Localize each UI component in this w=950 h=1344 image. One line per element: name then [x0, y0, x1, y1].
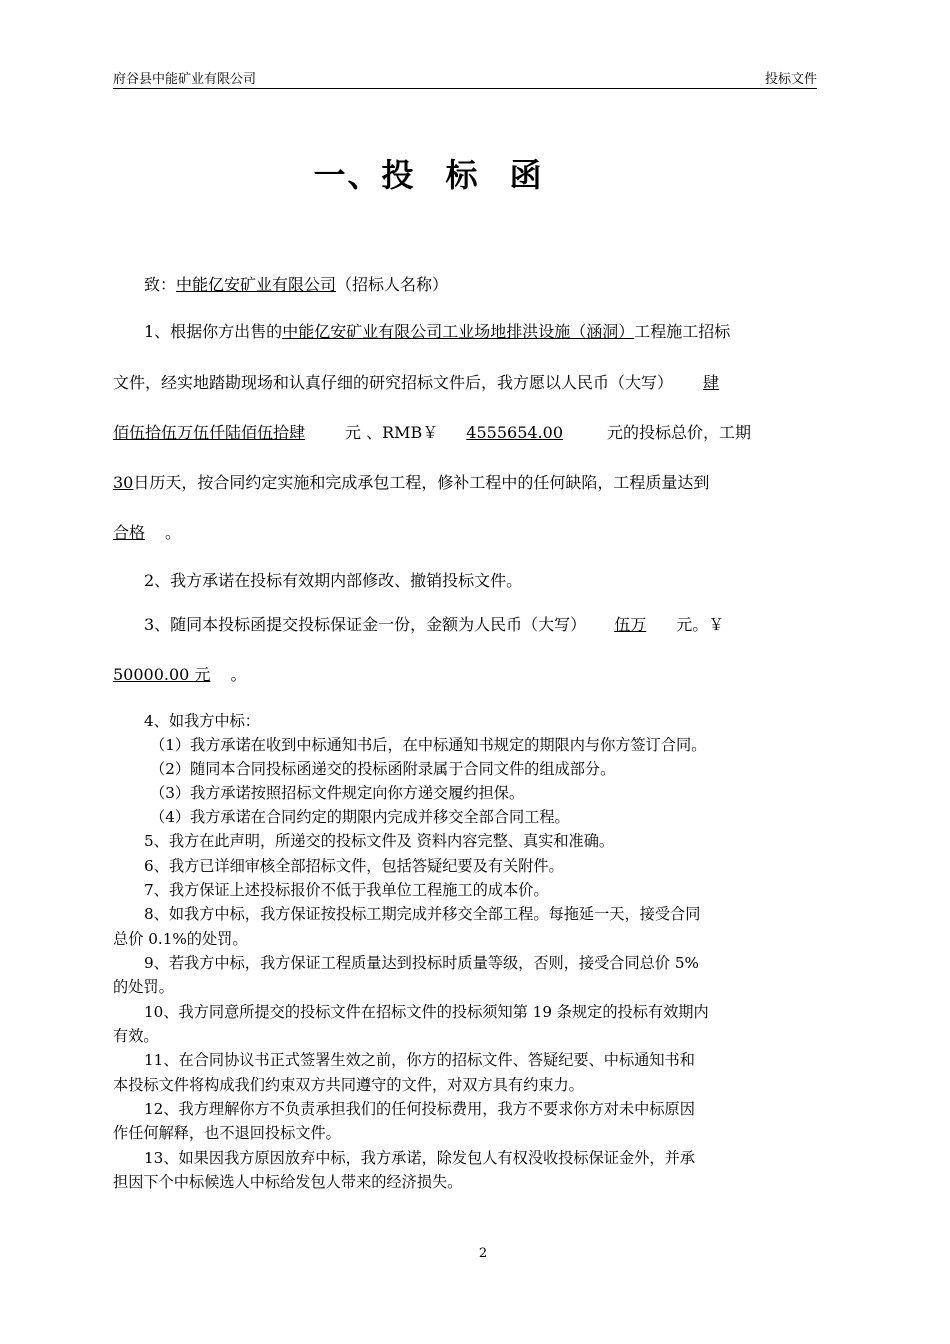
item-9-line2: 的处罚。	[113, 978, 174, 996]
item-4: 4、如我方中标：	[144, 712, 260, 730]
amount-cn-part1: 肆	[703, 373, 720, 392]
p1-line4: 30日历天，按合同约定实施和完成承包工程，修补工程中的任何缺陷，工程质量达到	[113, 473, 710, 492]
item-12-line2: 作任何解释，也不退回投标文件。	[113, 1124, 341, 1142]
header-company: 府谷县中能矿业有限公司	[113, 72, 257, 87]
p1-line2: 文件，经实地踏勘现场和认真仔细的研究招标文件后，我方愿以人民币（大写） 肆	[113, 373, 720, 392]
title-part2: 标	[445, 156, 480, 194]
p3-line2: 50000.00 元 。	[113, 665, 247, 684]
item-4-1: （1）我方承诺在收到中标通知书后，在中标通知书规定的期限内与你方签订合同。	[150, 736, 707, 754]
item-12-line1: 12、我方理解你方不负责承担我们的任何投标费用，我方不要求你方对未中标原因	[144, 1100, 695, 1118]
amount-cn-part2: 佰伍拾伍万伍仟陆佰伍拾肆	[113, 423, 306, 442]
item-4-2: （2）随同本合同投标函递交的投标函附录属于合同文件的组成部分。	[150, 760, 616, 778]
item-9-line1: 9、若我方中标，我方保证工程质量达到投标时质量等级，否则，接受合同总价 5%	[144, 954, 699, 972]
to-line	[144, 272, 448, 295]
item-8-line2: 总价 0.1%的处罚。	[113, 930, 248, 948]
project-name: 中能亿安矿业有限公司工业场地排洪设施（涵洞）	[282, 322, 635, 341]
p1-line1: 1、根据你方出售的中能亿安矿业有限公司工业场地排洪设施（涵洞）工程施工招标	[144, 322, 731, 341]
item-8-line1: 8、如我方中标，我方保证按投标工期完成并移交全部工程。每拖延一天，接受合同	[144, 905, 701, 923]
item-10-line1: 10、我方同意所提交的投标文件在招标文件的投标须知第 19 条规定的投标有效期内	[144, 1003, 709, 1021]
page-number: 2	[478, 1246, 488, 1261]
title-part3: 函	[509, 156, 544, 194]
header-doc-type: 投标文件	[764, 72, 817, 87]
page-header	[113, 66, 817, 89]
title-part1: 一、投	[313, 156, 416, 194]
duration-days: 30	[113, 473, 134, 492]
item-13-line1: 13、如果因我方原因放弃中标，我方承诺，除发包人有权没收投标保证金外，并承	[144, 1149, 695, 1167]
item-5: 5、我方在此声明，所递交的投标文件及 资料内容完整、真实和准确。	[144, 832, 615, 850]
item-11-line1: 11、在合同协议书正式签署生效之前，你方的招标文件、答疑纪要、中标通知书和	[144, 1051, 695, 1069]
item-13-line2: 担因下个中标候选人中标给发包人带来的经济损失。	[113, 1173, 463, 1191]
to-label: 致：	[144, 275, 177, 294]
p3-line1: 3、随同本投标函提交投标保证金一份，金额为人民币（大写） 伍万 元。￥	[144, 615, 725, 634]
item-10-line2: 有效。	[113, 1027, 159, 1045]
item-4-4: （4）我方承诺在合同约定的期限内完成并移交全部合同工程。	[150, 808, 570, 826]
p2-line: 2、我方承诺在投标有效期内部修改、撤销投标文件。	[144, 571, 523, 590]
recipient-name: 中能亿安矿业有限公司	[176, 275, 337, 294]
item-11-line2: 本投标文件将构成我们约束双方共同遵守的文件，对双方具有约束力。	[113, 1076, 584, 1094]
item-6: 6、我方已详细审核全部招标文件，包括答疑纪要及有关附件。	[144, 857, 564, 875]
item-4-3: （3）我方承诺按照招标文件规定向你方递交履约担保。	[150, 784, 525, 802]
quality-level: 合格	[113, 523, 146, 542]
item-7: 7、我方保证上述投标报价不低于我单位工程施工的成本价。	[144, 881, 549, 899]
guarantee-amount-cn: 伍万	[614, 615, 647, 634]
amount-number: 4555654.00	[466, 423, 563, 442]
guarantee-amount-number: 50000.00 元	[113, 665, 211, 684]
page-title	[0, 150, 857, 196]
recipient-note: （招标人名称）	[336, 275, 449, 294]
p1-line5: 合格 。	[113, 523, 182, 542]
p1-line3: 佰伍拾伍万伍仟陆佰伍拾肆 元 、RMB￥ 4555654.00 元的投标总价，工期	[113, 423, 752, 442]
